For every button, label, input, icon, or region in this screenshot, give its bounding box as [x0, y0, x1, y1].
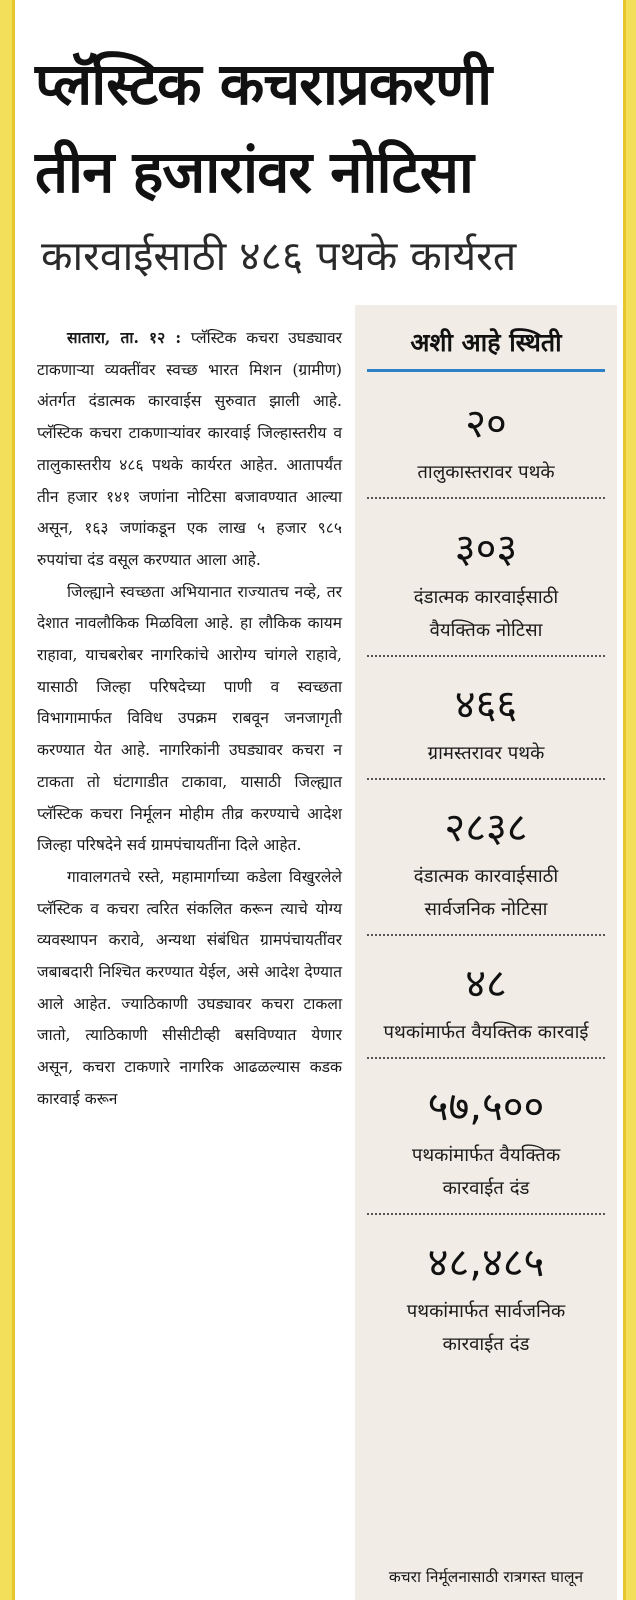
article-paragraph-1: सातारा, ता. १२ : प्लॅस्टिक कचरा उघड्यावर टाकणाऱ्या व्यक्तींवर स्वच्छ भारत मिशन (ग्रामीण) अंतर्गत दंडात्मक कारवाईस सुरुवात झाली आहे. प्लॅस्टिक कचरा टाकणाऱ्यांवर कारवाई जिल्हास्तरीय व तालुकास्तरीय ४८६ पथके कार्यरत आहेत. आतापर्यंत तीन हजार १४१ जणांना नोटिसा बजावण्यात आल्या असून, १६३ जणांकडून एक लाख ५ हजार ९८५ रुपयांचा दंड वसूल करण्यात आला आहे.	[37, 328, 342, 569]
headline-line-2: तीन हजारांवर नोटिसा	[35, 138, 473, 206]
stat-value: ४८,४८५	[427, 1240, 545, 1286]
stat-label: पथकांमार्फत वैयक्तिक कारवाईत दंड	[411, 1145, 561, 1199]
stat-value: ४८	[465, 961, 507, 1007]
article-body	[37, 322, 342, 1116]
dotted-divider	[367, 655, 605, 657]
dotted-divider	[367, 1213, 605, 1215]
stat-block	[355, 952, 617, 1049]
dotted-divider	[367, 934, 605, 936]
stat-value: ३०३	[454, 526, 518, 572]
dateline: सातारा, ता. १२ :	[67, 328, 182, 347]
stat-label: पथकांमार्फत सार्वजनिक कारवाईत दंड	[406, 1301, 566, 1355]
newspaper-clipping	[12, 0, 626, 1600]
stat-block	[355, 673, 617, 770]
article-paragraph-3: गावालगतचे रस्ते, महामार्गाच्या कडेला विखुरलेले प्लॅस्टिक व कचरा त्वरित संकलित करून त्याचे योग्य व्यवस्थापन करावे, अन्यथा संबंधित ग्रामपंचायतींवर जबाबदारी निश्चित करण्यात येईल, असे आदेश देण्यात आले आहेत. ज्याठिकाणी उघड्यावर कचरा टाकला जातो, त्याठिकाणी सीसीटीव्ही बसविण्यात येणार असून, कचरा टाकणारे नागरिक आढळल्यास कडक कारवाई करून	[37, 867, 342, 1108]
stat-label: दंडात्मक कारवाईसाठी सार्वजनिक नोटिसा	[413, 866, 559, 920]
sidebar-title: अशी आहे स्थिती	[367, 323, 605, 372]
dotted-divider	[367, 1057, 605, 1059]
stat-value: ४६६	[454, 682, 518, 728]
headline	[35, 40, 615, 216]
stat-block	[355, 517, 617, 647]
stat-label: पथकांमार्फत वैयक्तिक कारवाई	[383, 1022, 589, 1043]
dotted-divider	[367, 778, 605, 780]
stat-block	[355, 796, 617, 926]
headline-line-1: प्लॅस्टिक कचराप्रकरणी	[35, 50, 492, 118]
stat-block	[355, 392, 617, 489]
stat-block	[355, 1231, 617, 1361]
stat-value: २०	[465, 401, 507, 447]
stat-label: दंडात्मक कारवाईसाठी वैयक्तिक नोटिसा	[413, 587, 559, 641]
subheadline: कारवाईसाठी ४८६ पथके कार्यरत	[41, 232, 517, 280]
stat-block	[355, 1075, 617, 1205]
stat-label: तालुकास्तरावर पथके	[417, 462, 555, 483]
article-paragraph-2: जिल्ह्याने स्वच्छता अभियानात राज्यातच नव्हे, तर देशात नावलौकिक मिळविला आहे. हा लौकिक कायम राहावा, याचबरोबर नागरिकांचे आरोग्य चांगले राहावे, यासाठी जिल्हा परिषदेच्या पाणी व स्वच्छता विभागामार्फत विविध उपक्रम राबवून जनजागृती करण्यात येत आहे. नागरिकांनी उघड्यावर कचरा न टाकता तो घंटागाडीत टाकावा, यासाठी जिल्ह्यात प्लॅस्टिक कचरा निर्मूलन मोहीम तीव्र करण्याचे आदेश जिल्हा परिषदेने सर्व ग्रामपंचायतींना दिले आहेत.	[37, 582, 342, 855]
dotted-divider	[367, 497, 605, 499]
stat-value: २८३८	[444, 805, 528, 851]
continued-text: कचरा निर्मूलनासाठी रात्रगस्त घालून	[388, 1568, 584, 1586]
stats-sidebar	[355, 305, 617, 1600]
stat-label: ग्रामस्तरावर पथके	[427, 743, 545, 764]
stat-value: ५७,५००	[427, 1084, 545, 1130]
